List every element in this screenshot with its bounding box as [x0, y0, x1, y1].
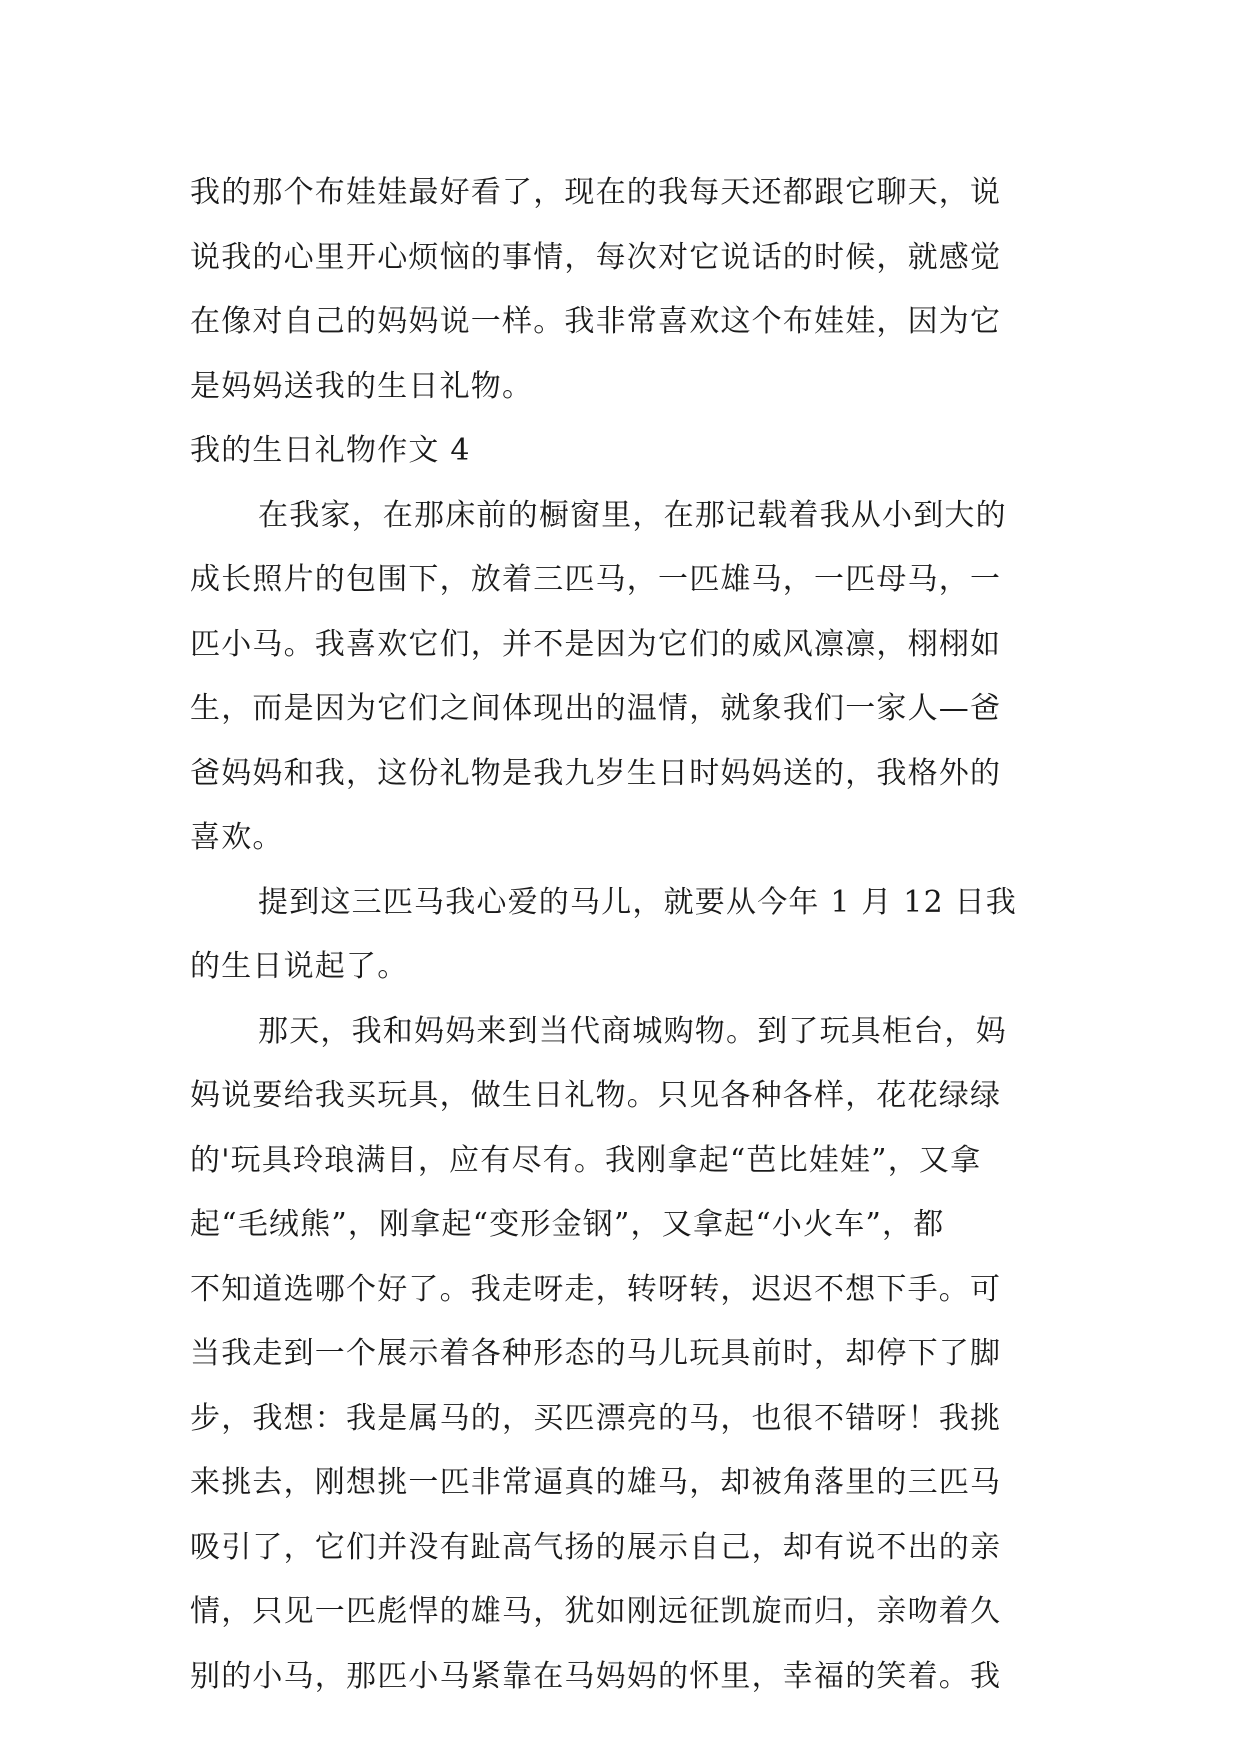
text-line-6: 在我家，在那床前的橱窗里，在那记载着我从小到大的	[258, 497, 1007, 533]
text-line-1: 我的那个布娃娃最好看了，现在的我每天还都跟它聊天，说	[190, 175, 1002, 210]
text-line-12: 提到这三匹马我心爱的马儿，就要从今年 1 月 12 日我	[258, 884, 1018, 920]
text-line-4: 是妈妈送我的生日礼物。	[190, 368, 534, 404]
text-line-24: 别的小马，那匹小马紧靠在马妈妈的怀里，幸福的笑着。我	[190, 1658, 1002, 1694]
text-line-15: 妈说要给我买玩具，做生日礼物。只见各种各样，花花绿绿	[190, 1078, 1002, 1113]
text-line-10: 爸妈妈和我，这份礼物是我九岁生日时妈妈送的，我格外的	[190, 755, 1002, 791]
text-line-16: 的'玩具玲琅满目，应有尽有。我刚拿起“芭比娃娃”，又拿	[190, 1142, 982, 1178]
text-line-13: 的生日说起了。	[190, 949, 409, 984]
section-heading: 我的生日礼物作文 4	[190, 433, 471, 468]
text-line-3: 在像对自己的妈妈说一样。我非常喜欢这个布娃娃，因为它	[190, 304, 1002, 339]
text-line-7: 成长照片的包围下，放着三匹马，一匹雄马，一匹母马，一	[190, 562, 1002, 597]
text-line-23: 情，只见一匹彪悍的雄马，犹如刚远征凯旋而归，亲吻着久	[190, 1594, 1002, 1629]
document-body	[190, 161, 1060, 1709]
text-line-18: 不知道选哪个好了。我走呀走，转呀转，迟迟不想下手。可	[190, 1271, 1002, 1307]
text-line-14: 那天，我和妈妈来到当代商城购物。到了玩具柜台，妈	[258, 1013, 1007, 1049]
text-line-21: 来挑去，刚想挑一匹非常逼真的雄马，却被角落里的三匹马	[190, 1465, 1002, 1500]
text-line-19: 当我走到一个展示着各种形态的马儿玩具前时，却停下了脚	[190, 1336, 1002, 1371]
text-line-11: 喜欢。	[190, 820, 284, 855]
text-line-9: 生，而是因为它们之间体现出的温情，就象我们一家人—爸	[190, 691, 1002, 726]
text-line-2: 说我的心里开心烦恼的事情，每次对它说话的时候，就感觉	[190, 239, 1002, 275]
text-line-20: 步，我想：我是属马的，买匹漂亮的马，也很不错呀！我挑	[190, 1400, 1002, 1436]
text-line-8: 匹小马。我喜欢它们，并不是因为它们的威风凛凛，栩栩如	[190, 626, 1002, 662]
text-line-17: 起“毛绒熊”，刚拿起“变形金钢”，又拿起“小火车”，都	[190, 1207, 945, 1242]
text-line-22: 吸引了，它们并没有趾高气扬的展示自己，却有说不出的亲	[190, 1529, 1002, 1565]
